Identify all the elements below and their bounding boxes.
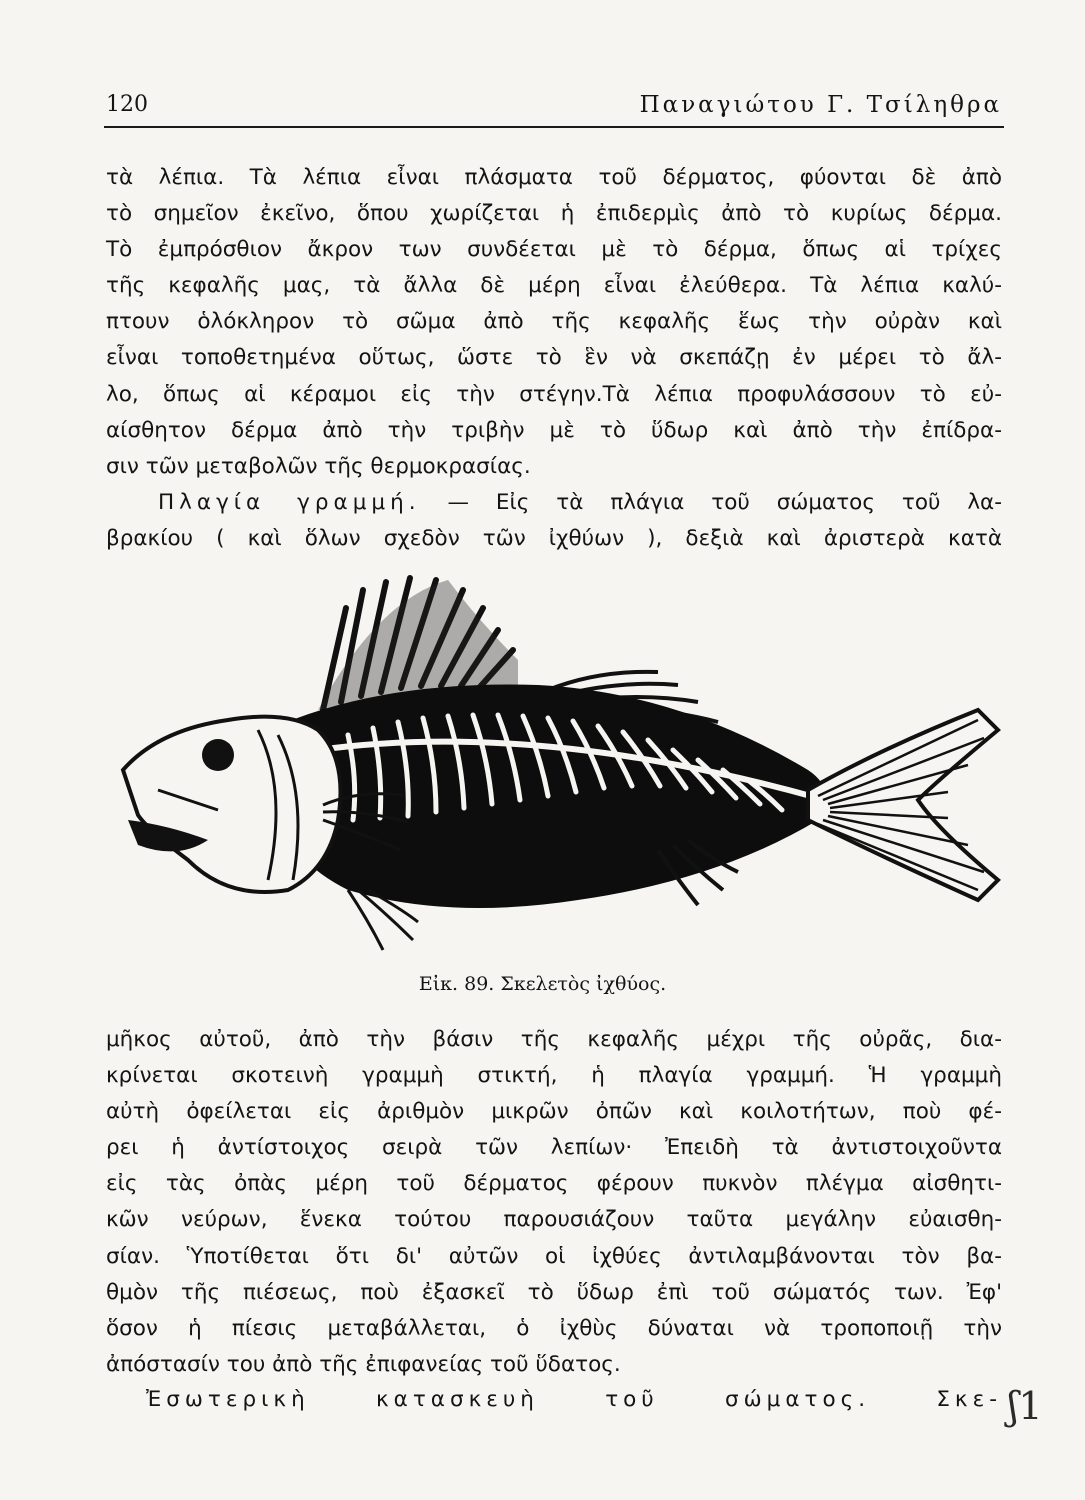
text-line: κρίνεται σκοτεινὴ γραμμὴ στικτή, ἡ πλαγία γραμμή. Ἡ γραμμὴ [106, 1063, 1002, 1089]
header-rule [104, 126, 1004, 128]
text-line: πτουν ὁλόκληρον τὸ σῶμα ἀπὸ τῆς κεφαλῆς ἕως τὴν οὐρὰν καὶ [106, 309, 1002, 335]
text-line [106, 485, 1002, 521]
running-head: Παναγιώτου Γ. Τσίληθρα [639, 92, 1002, 118]
text-line: σίαν. Ὑποτίθεται ὅτι δι' αὐτῶν οἱ ἰχθύες ἀντιλαμβάνονται τὸν βα- [106, 1243, 1002, 1269]
page-number: 120 [106, 92, 148, 117]
margin-handwritten-mark: ʃ1 [1008, 1384, 1043, 1428]
fish-skeleton-illustration [118, 560, 1018, 970]
text-line: εἰς τὰς ὀπὰς μέρη τοῦ δέρματος φέρουν πυκνὸν πλέγμα αἰσθητι- [106, 1171, 1002, 1197]
text-line: κῶν νεύρων, ἕνεκα τούτου παρουσιάζουν ταῦτα μεγάλην εὐαισθη- [106, 1207, 1002, 1233]
text-line: τῆς κεφαλῆς μας, τὰ ἄλλα δὲ μέρη εἶναι ἐλεύθερα. Τὰ λέπια καλύ- [106, 273, 1002, 299]
paragraph-internal-structure [106, 1382, 1002, 1418]
paragraph-lateral-line [106, 485, 1002, 557]
text-line: Τὸ ἐμπρόσθιον ἄκρον των συνδέεται μὲ τὸ δέρμα, ὅπως αἱ τρίχες [106, 237, 1002, 263]
text-line: ρει ἡ ἀντίστοιχος σειρὰ τῶν λεπίων· Ἐπειδὴ τὰ ἀντιστοιχοῦντα [106, 1135, 1002, 1161]
text-line: τὸ σημεῖον ἐκεῖνο, ὅπου χωρίζεται ἡ ἐπιδερμὶς ἀπὸ τὸ κυρίως δέρμα. [106, 201, 1002, 227]
text-line: ὅσον ἡ πίεσις μεταβάλλεται, ὁ ἰχθὺς δύναται νὰ τροποποιῇ τὴν [106, 1315, 1002, 1341]
text-line: μῆκος αὐτοῦ, ἀπὸ τὴν βάσιν τῆς κεφαλῆς μέχρι τῆς οὐρᾶς, δια- [106, 1027, 1002, 1052]
text-fragment: — Εἰς τὰ πλάγια τοῦ σώματος τοῦ λα- [420, 490, 1002, 515]
text-line: αὐτὴ ὀφείλεται εἰς ἀριθμὸν μικρῶν ὀπῶν καὶ κοιλοτήτων, ποὺ φέ- [106, 1099, 1002, 1125]
text-line: τὰ λέπια. Τὰ λέπια εἶναι πλάσματα τοῦ δέρματος, φύονται δὲ ἀπὸ [106, 165, 1002, 190]
section-heading: Ἐσωτερικὴ κατασκευὴ τοῦ σώματος. Σκε- [146, 1387, 1002, 1412]
text-line: θμὸν τῆς πιέσεως, ποὺ ἐξασκεῖ τὸ ὕδωρ ἐπὶ τοῦ σώματός των. Ἐφ' [106, 1279, 1002, 1305]
paragraph-scales [106, 160, 1002, 485]
figure-caption: Εἰκ. 89. Σκελετὸς ἰχθύος. [418, 973, 667, 995]
text-line: σιν τῶν μεταβολῶν τῆς θερμοκρασίας. [106, 453, 531, 479]
text-line: λο, ὅπως αἱ κέραμοι εἰς τὴν στέγην.Τὰ λέπια προφυλάσσουν τὸ εὐ- [106, 381, 1002, 407]
page-header [106, 92, 1002, 124]
text-line: βρακίου ( καὶ ὅλων σχεδὸν τῶν ἰχθύων ), δεξιὰ καὶ ἀριστερὰ κατὰ [106, 526, 1002, 552]
paragraph-lateral-line-cont [106, 1022, 1002, 1383]
text-line: αίσθητον δέρμα ἀπὸ τὴν τριβὴν μὲ τὸ ὕδωρ καὶ ἀπὸ τὴν ἐπίδρα- [106, 417, 1002, 443]
text-line: ἀπόστασίν του ἀπὸ τῆς ἐπιφανείας τοῦ ὕδατος. [106, 1351, 621, 1377]
fish-skeleton-figure [118, 560, 1018, 970]
section-heading: Πλαγία γραμμή. [158, 490, 421, 515]
text-line: εἶναι τοποθετημένα οὕτως, ὥστε τὸ ἓν νὰ σκεπάζῃ ἐν μέρει τὸ ἄλ- [106, 345, 1002, 371]
